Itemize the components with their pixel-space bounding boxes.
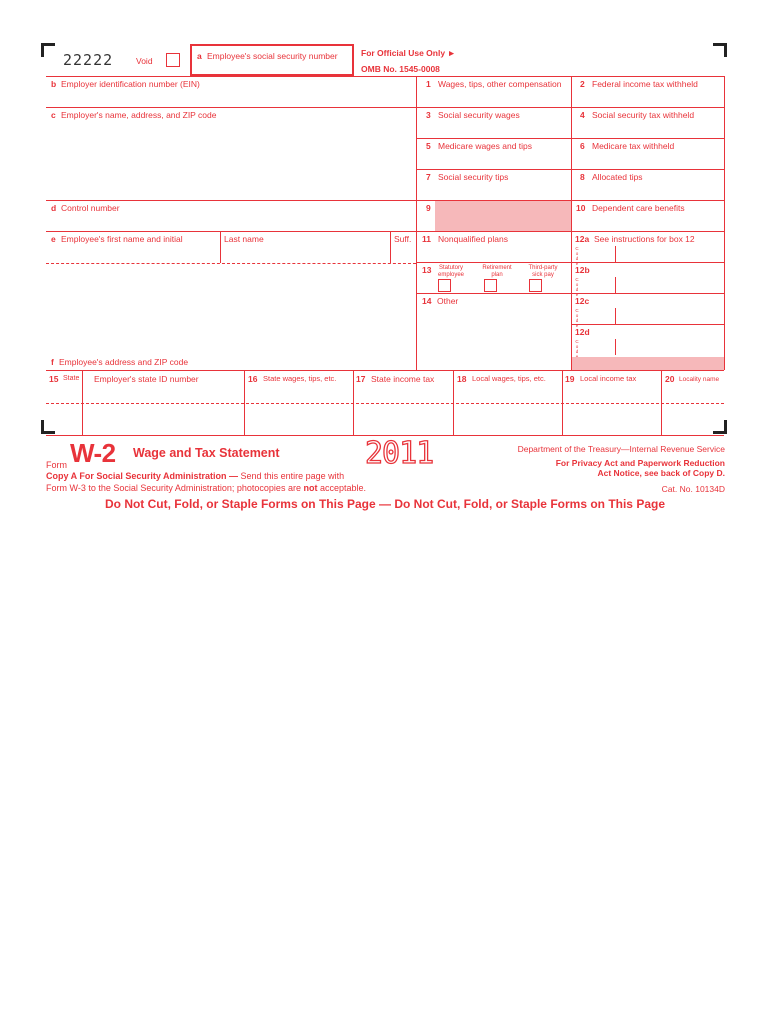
box-11-label: Nonqualified plans bbox=[438, 234, 508, 244]
state-div-2 bbox=[244, 370, 245, 435]
box-3-label: Social security wages bbox=[438, 110, 520, 120]
sick-pay-label: Third-party sick pay bbox=[528, 265, 558, 278]
box-c-letter: c bbox=[51, 110, 56, 120]
box-8-label: Allocated tips bbox=[592, 172, 643, 182]
copy-a-line-1 bbox=[46, 471, 344, 481]
box-1-num: 1 bbox=[426, 79, 431, 89]
box-4-num: 4 bbox=[580, 110, 585, 120]
box-9-num: 9 bbox=[426, 203, 431, 213]
do-not-cut-warning: Do Not Cut, Fold, or Staple Forms on This Page — Do Not Cut, Fold, or Staple Forms on This Page bbox=[104, 497, 665, 511]
box-b-label: Employer identification number (EIN) bbox=[61, 79, 200, 89]
state-div-4 bbox=[453, 370, 454, 435]
official-use-label: For Official Use Only ► bbox=[361, 48, 456, 58]
box-12b-code-divider bbox=[615, 277, 616, 293]
box-c-label: Employer's name, address, and ZIP code bbox=[61, 110, 217, 120]
box-19-label: Local income tax bbox=[580, 374, 637, 383]
rule-3 bbox=[416, 138, 724, 139]
statutory-employee-checkbox[interactable] bbox=[438, 279, 451, 292]
rule-right-edge bbox=[724, 76, 725, 370]
crop-mark-top-right-v bbox=[724, 43, 727, 57]
rule-12d bbox=[571, 324, 724, 325]
box-18-num: 18 bbox=[457, 374, 467, 384]
employer-state-id-label: Employer's state ID number bbox=[94, 374, 199, 384]
rule-mid-vertical bbox=[416, 76, 417, 370]
box-a-ssn[interactable] bbox=[190, 44, 354, 76]
rule-state-dashed bbox=[46, 403, 724, 404]
box-20-label: Locality name bbox=[679, 376, 720, 383]
rule-d bbox=[46, 200, 724, 201]
box-18-label: Local wages, tips, etc. bbox=[472, 374, 546, 383]
box-12d-code: C o d bbox=[575, 339, 579, 354]
box-12d-code-divider bbox=[615, 339, 616, 355]
rule-e-suff bbox=[390, 231, 391, 263]
box-f-letter: f bbox=[51, 357, 54, 367]
form-name-w2: W-2 bbox=[70, 438, 116, 468]
box-12d-num: 12d bbox=[575, 327, 590, 337]
box-e-label: Employee's first name and initial bbox=[61, 234, 183, 244]
state-div-5 bbox=[562, 370, 563, 435]
box-6-num: 6 bbox=[580, 141, 585, 151]
form-code: 22222 bbox=[63, 51, 114, 69]
crop-mark-bottom-right-v bbox=[724, 420, 727, 434]
box-5-num: 5 bbox=[426, 141, 431, 151]
box-12a-code: C o d e bbox=[575, 246, 579, 266]
box-9-shaded bbox=[435, 201, 571, 231]
department-label: Department of the Treasury—Internal Revenue Service bbox=[517, 444, 725, 454]
rule-e-dashed bbox=[46, 263, 416, 264]
box-6-label: Medicare tax withheld bbox=[592, 141, 675, 151]
rule-right-vertical bbox=[571, 76, 572, 370]
form-title: Wage and Tax Statement bbox=[133, 446, 280, 460]
retirement-plan-checkbox[interactable] bbox=[484, 279, 497, 292]
rule-e-lastname bbox=[220, 231, 221, 263]
omb-number: OMB No. 1545-0008 bbox=[361, 64, 440, 74]
box-7-num: 7 bbox=[426, 172, 431, 182]
box-15-num: 15 bbox=[49, 374, 59, 384]
tax-year: 2011 bbox=[365, 436, 434, 471]
box-12c-code: C o d e bbox=[575, 308, 579, 328]
box-14-num: 14 bbox=[422, 296, 432, 306]
state-div-6 bbox=[661, 370, 662, 435]
box-10-num: 10 bbox=[576, 203, 586, 213]
box-3-num: 3 bbox=[426, 110, 431, 120]
rule-13 bbox=[416, 262, 724, 263]
crop-mark-bottom-left-v bbox=[41, 420, 44, 434]
copy-a-line-2-end: acceptable. bbox=[319, 483, 367, 493]
box-15-label: State bbox=[63, 375, 80, 382]
void-label: Void bbox=[136, 56, 153, 66]
box-7-label: Social security tips bbox=[438, 172, 509, 182]
box-12a-label: See instructions for box 12 bbox=[594, 234, 695, 244]
box-12-bottom-shaded bbox=[572, 357, 724, 370]
retirement-plan-label: Retirement plan bbox=[482, 265, 512, 278]
box-16-num: 16 bbox=[248, 374, 258, 384]
box-f-label: Employee's address and ZIP code bbox=[59, 357, 189, 367]
rule-b bbox=[46, 107, 724, 108]
last-name-label: Last name bbox=[224, 234, 264, 244]
rule-5 bbox=[416, 169, 724, 170]
sick-pay-checkbox[interactable] bbox=[529, 279, 542, 292]
box-16-label: State wages, tips, etc. bbox=[263, 374, 337, 383]
catalog-number: Cat. No. 10134D bbox=[661, 484, 725, 494]
box-b-letter: b bbox=[51, 79, 57, 89]
box-8-num: 8 bbox=[580, 172, 585, 182]
privacy-line-1: For Privacy Act and Paperwork Reduction bbox=[555, 458, 725, 468]
box-20-num: 20 bbox=[665, 374, 675, 384]
box-5-label: Medicare wages and tips bbox=[438, 141, 533, 151]
box-4-label: Social security tax withheld bbox=[592, 110, 695, 120]
void-checkbox[interactable] bbox=[166, 53, 180, 67]
rule-state-top bbox=[46, 370, 724, 371]
state-div-3 bbox=[353, 370, 354, 435]
box-11-num: 11 bbox=[422, 234, 431, 244]
suffix-label: Suff. bbox=[394, 234, 412, 244]
rule-14 bbox=[416, 293, 724, 294]
box-14-label: Other bbox=[437, 296, 459, 306]
box-a-letter: a bbox=[197, 51, 202, 61]
box-12c-code-divider bbox=[615, 308, 616, 324]
rule-top bbox=[46, 76, 724, 77]
box-12c-num: 12c bbox=[575, 296, 590, 306]
copy-a-rest: Send this entire page with bbox=[240, 471, 345, 481]
box-17-label: State income tax bbox=[371, 374, 435, 384]
box-2-label: Federal income tax withheld bbox=[592, 79, 698, 89]
box-e-letter: e bbox=[51, 234, 56, 244]
box-13-num: 13 bbox=[422, 265, 432, 275]
box-12b-num: 12b bbox=[575, 265, 590, 275]
rule-e bbox=[46, 231, 724, 232]
box-2-num: 2 bbox=[580, 79, 585, 89]
copy-a-line-2-start: Form W-3 to the Social Security Administration; photocopies are bbox=[46, 483, 301, 493]
form-code-box bbox=[46, 45, 190, 75]
box-d-label: Control number bbox=[61, 203, 120, 213]
box-17-num: 17 bbox=[356, 374, 366, 384]
box-19-num: 19 bbox=[565, 374, 575, 384]
box-d-letter: d bbox=[51, 203, 57, 213]
statutory-employee-label: Statutory employee bbox=[437, 265, 464, 278]
state-div-1 bbox=[82, 370, 83, 435]
box-a-label: Employee's social security number bbox=[207, 51, 338, 61]
box-12b-code: C o d e bbox=[575, 277, 579, 297]
crop-mark-top-left-v bbox=[41, 43, 44, 57]
copy-a-not: not bbox=[303, 483, 318, 493]
privacy-line-2: Act Notice, see back of Copy D. bbox=[597, 468, 725, 478]
copy-a-bold: Copy A For Social Security Administration — bbox=[46, 471, 239, 481]
form-word: Form bbox=[46, 460, 67, 470]
box-10-label: Dependent care benefits bbox=[592, 203, 685, 213]
copy-a-line-2 bbox=[46, 483, 366, 493]
box-12a-code-divider bbox=[615, 246, 616, 262]
box-12a-num: 12a bbox=[575, 234, 590, 244]
box-1-label: Wages, tips, other compensation bbox=[438, 79, 562, 89]
